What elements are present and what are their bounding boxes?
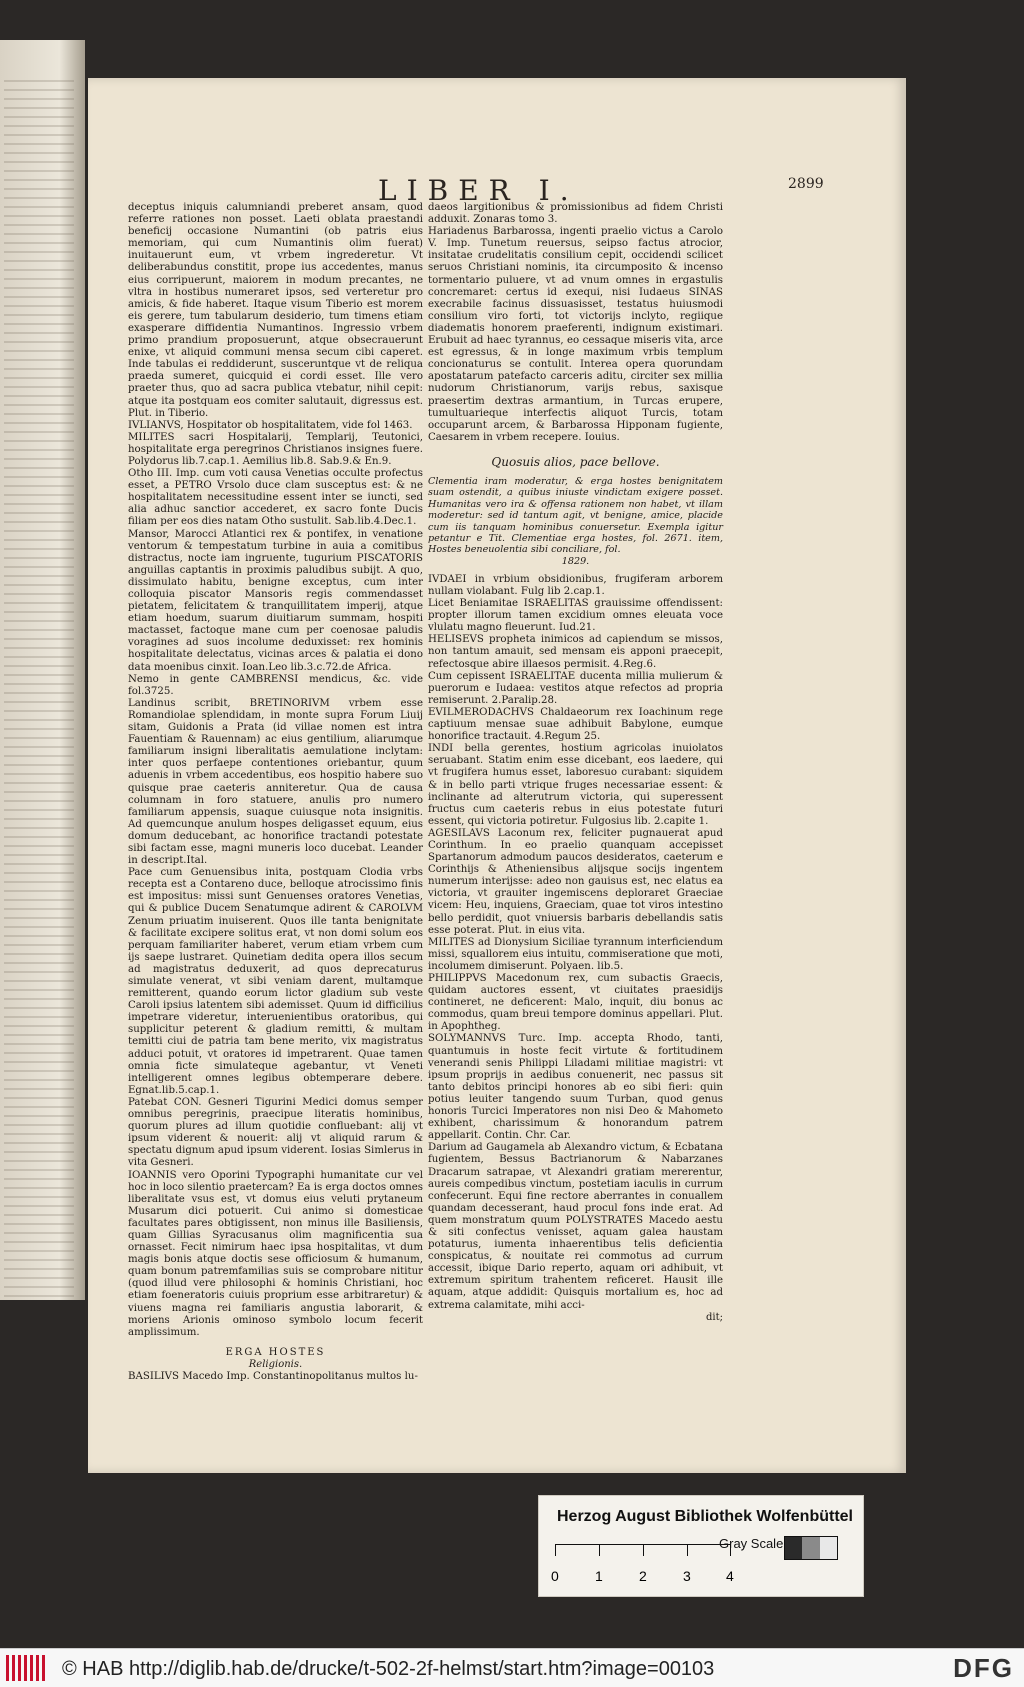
paragraph: Cum cepissent ISRAELITAE ducenta millia mulierum & puerorum e Iudaea: vestitos atque refectos ad propria remiserunt. 2.Paralip.28. <box>428 670 723 706</box>
swatch-light <box>820 1537 837 1559</box>
paragraph: MILITES sacri Hospitalarij, Templarij, Teutonici, hospitalitate erga peregrinos Christianos insignes fuere. Polydorus lib.7.cap.1. Aemilius lib.8. Sab.9.& En.9. <box>128 431 423 467</box>
ruler-tick <box>643 1544 644 1556</box>
ruler-number: 4 <box>726 1568 734 1584</box>
paragraph: Mansor, Marocci Atlantici rex & pontifex, in venatione ventorum & tempestatum turbine in auia a comitibus distractus, nocte iam ingruente, tugurium PISCATORIS anguillas captantis in proximis paludibus subijt. A quo, dissimulato habitu, benigne exceptus, cum inter colloquia piscator Mansoris regis commendasset pietatem, felicitatem & tranquillitatem imperij, atque etiam hoedum, suarum diuitiarum summam, hospiti mactasset, factoque mane cum per coenosae paludis voragines ad suos incolume deduxisset: rex hominis hospitalitate delectatus, vicinas arces & palatia ei dono data moenibus cinxit. Ioan.Leo lib.3.c.72.de Africa. <box>128 528 423 673</box>
ruler-tick <box>555 1544 556 1556</box>
library-name: Herzog August Bibliothek Wolfenbüttel <box>557 1508 853 1525</box>
page-title: LIBER I. <box>378 174 579 207</box>
page-number: 2899 <box>788 176 824 192</box>
paragraph: Pace cum Genuensibus inita, postquam Clodia vrbs recepta est a Contareno duce, belloque atrocissimo finis est impositus: missi sunt Genuenses oratores Venetias, qui & publice Ducem Senatumque adirent & CAROLVM Zenum priuatim inuiserent. Quos ille tanta benignitate & facilitate excipere solitus erat, vt non domi solum eos perquam familiariter haberet, verum etiam vrbem cum ijs saepe lustraret. Quinetiam dedita opera illos secum ad magistratus deduxerit, ad quos deprecaturus simulate venerat, vt sibi veniam darent, multamque remitterent, quando eorum lictor gladium sub veste Caroli ipsius latentem sibi ademisset. Quum id difficilius impetrare videretur, interuenientibus oratoribus, qui supplicitur peterent & gladium remitti, & multam temitti ciui de patria tam bene merito, vix magistratus adduci potuit, vt oratores id impetrarent. Quae tamen omnia ficte simulateque agebantur, vt Veneti intelligerent omnes legibus obtemperare debere. Egnat.lib.5.cap.1. <box>128 867 423 1096</box>
ruler-number: 2 <box>639 1568 647 1584</box>
paragraph: deceptus iniquis calumniandi preberet ansam, quod referre rationes non posset. Laeti oblata praestandi beneficij occasione Numantini (ob patris eius memoriam, qui cum Numantinis olim fuerat) inuitauerunt eum, vt vrbem ingrederetur. Vt deliberabundus constitit, prope ius accedentes, manus eius corripuerunt, maiorem in modum precantes, ne vltra in hostibus numeraret ipsos, sed verteretur pro amicis, & fide haberet. Itaque visum Tiberio est morem eis gerere, tum tabularum desiderio, tum timens etiam exasperare diffidentia Numantinos. Ingressio vrbem primo prandium proposuerunt, atque obsecrauerunt enixe, vt aliquid communi mensa secum cibi caperet. Inde tabulas ei reddiderunt, susceruntque vt de reliqua praeda sumeret, quicquid ei cordi esset. Ille vero praeter thus, quo ad sacra publica vtebatur, nihil cepit: atque ita postquam eos comiter salutauit, digressus est. Plut. in Tiberio. <box>128 202 423 419</box>
swatch-dark <box>785 1537 802 1559</box>
paragraph: Darium ad Gaugamela ab Alexandro victum, & Ecbatana fugientem, Bessus Bactrianorum & Nabarzanes Dracarum satrapae, vt Alexandri gratiam mererentur, aureis compedibus vinctum, postetiam iaculis in currum confecerunt. Equi fine rectore aberrantes in conuallem quandam decesserant, haud procul fons inde erat. Ad quem monstratum quum POLYSTRATES Macedo aestu & siti confectus venisset, aquam galea haustam potaturus, iumenta inhaerentibus telis deficientia conspicatus, & nouitate rei commotus ad currum accessit, ibique Dario reperto, aquam ori adhibuit, vt extremum spiritum trahentem reficeret. Hausit ille aquam, atque addidit: Quisquis mortalium es, hoc ad extrema calamitate, mihi acci- <box>428 1142 723 1311</box>
gray-scale-swatches <box>784 1536 838 1560</box>
paragraph: IVLIANVS, Hospitator ob hospitalitatem, vide fol 1463. <box>128 419 413 431</box>
paragraph: INDI bella gerentes, hostium agricolas inuiolatos seruabant. Statim enim esse dicebant, eos laedere, qui vt frugifera humus esset, laboresuo curabant: siquidem & in bello parti vtrique fruges necessariae essent: & inclinante ad alterutrum victoria, qui superessent fructus cum caeteris rebus in eius potestate futuri essent, qui victoria potiretur. Fulgosius lib. 2.capite 1. <box>428 743 723 827</box>
paragraph: Landinus scribit, BRETINORIVM vrbem esse Romandiolae splendidam, in monte supra Forum Liuij sitam, Guidonis a Prata (id villae nomen est intra Fauentiam & Rauennam) ac eius gentilium, aliarumque familiarum insigni liberalitatis aemulatione inclytam: inter quos perfaepe contentiones oriebantur, quum aduenis in vrbem accedentibus, eos hospitio habere suo quisque prae caeteris anniteretur. Qua de causa columnam in foro statuere, anulis pro numero familiarum appensis, suaque cuiusque nota insignitis. Ad quemcunque anulum hospes deligasset equum, eius domum deducebant, ac honorifice tractandi potestate sibi factam esse, magni muneris loco ducebat. Leander in descript.Ital. <box>128 697 423 867</box>
section-heading-erga-hostes: ERGA HOSTES <box>225 1346 326 1358</box>
left-column <box>128 202 423 1383</box>
ruler-tick <box>599 1544 600 1556</box>
facing-page-text <box>4 80 74 1300</box>
paragraph: Licet Beniamitae ISRAELITAS grauissime offendissent: propter illorum tamen excidium omnes eleuata voce vlulatu magno fleuerunt. Iud.21. <box>428 598 723 634</box>
paragraph: SOLYMANNVS Turc. Imp. accepta Rhodo, tanti, quantumuis in hoste fecit virtute & fortitudinem venerandi senis Philippi Liladami militiae magistri: vt ipsum proprijs in aedibus conuenerit, nec passus sit tanto debitos principi honores ab eo sibi fieri: quin potius leuiter tangendo suum Turban, quod genus honoris Turcici Imperatores non nisi Deo & Mahometo exhibent, charissimum & honorandum patrem appellarit. Contin. Chr. Car. <box>428 1033 723 1142</box>
paragraph: Patebat CON. Gesneri Tigurini Medici domus semper omnibus peregrinis, praecipue literatis hominibus, quorum plures ad illum quotidie confluebant: alij vt ipsum viderent & nouerit: alij vt aliquid rarum & spectatu dignum apud ipsum viderent. Iosias Simlerus in vita Gesneri. <box>128 1096 423 1169</box>
paragraph: IVDAEI in vrbium obsidionibus, frugiferam arborem nullam violabant. Fulg lib 2.cap.1. <box>428 573 723 597</box>
cross-reference-note: Clementia iram moderatur, & erga hostes benignitatem suam ostendit, a quibus iniuste vindictam exigere posset. Humanitas vero ira & offensa rationem non habet, vt illam moderetur: sed id tantum agit, vt benigne, amice, placide cum iis tanquam hominibus conuersetur. Exempla igitur petantur e Tit. Clementiae erga hostes, fol. 2671. item, Hostes beneuolentia sibi conciliare, fol. <box>428 475 723 556</box>
right-column <box>428 202 723 1324</box>
paragraph: MILITES ad Dionysium Siciliae tyrannum interficiendum missi, squallorem eius intuitu, commiseratione que moti, incolumem dimiserunt. Polyaen. lib.5. <box>428 936 723 972</box>
footer-link[interactable] <box>62 1658 714 1681</box>
ruler-number: 3 <box>683 1568 691 1584</box>
ruler-scale <box>555 1544 731 1565</box>
paragraph: BASILIVS Macedo Imp. Constantinopolitanus multos lu- <box>128 1371 418 1382</box>
swatch-mid <box>802 1537 819 1559</box>
paragraph: Hariadenus Barbarossa, ingenti praelio victus a Carolo V. Imp. Tunetum reuersus, seipso factus atrocior, insitatae crudelitatis consilium cepit, occidendi scilicet seruos Christiani nominis, ita circumposito & incenso tormentario puluere, vt ad vnum omnes in ergastulis concremaret: certus id exequi, nisi Iudaeus SINAS execrabile facinus dissuasisset, testatus huiusmodi consilium viro forti, tot victorijs inclyto, regiique diadematis honorem praeferenti, indignum existimari. Erubuit ad haec tyrannus, eo cessaque miseris vita, arce est egressus, & in longe maximum vrbis templum concionaturus se contulit. Interea opera quorundam apostatarum patefacto carceris aditu, circiter sex millia nudorum Christianorum, varijs rebus, saxisque praesertim dextras armantium, in Turcas erupere, tumultuarieque interfectis aliquot Turcis, totam occuparunt arcem, & Barbarossa Hipponam fugiente, Caesarem in vrbem recepere. Iouius. <box>428 226 723 443</box>
paragraph: HELISEVS propheta inimicos ad capiendum se missos, non tantum amauit, sed mensam eis apponi praecepit, refectosque abire illaesos permisit. 4.Reg.6. <box>428 634 723 670</box>
paragraph: IOANNIS vero Oporini Typographi humanitate cur vel hoc in loco silentio praetercam? Ea is erga doctos omnes liberalitate vsus est, vt domus eius veluti prytaneum Musarum dici potuerit. Cui animo si domesticae facultates pares obtigissent, non minus ille Basiliensis, quam Gillias Syracusanus olim magnificentia sua ornasset. Fecit nimirum haec ipsa hospitalitas, vt dum magis bonis atque doctis sese officiosum & humanum, quam bonum patremfamilias suis se comprobare nititur (quod illud vere philosophi & hominis Christiani, hoc etiam foeneratoris cuiuis proprium esse arbitraretur) & viuens magna rei familiaris angustia laborarit, & moriens Arionis ominoso symbolo locum fecerit amplissimum. <box>128 1169 423 1338</box>
ruler-tick <box>687 1544 688 1556</box>
book-page <box>88 78 906 1473</box>
library-color-target-card <box>538 1495 864 1597</box>
ruler-number: 0 <box>551 1568 559 1584</box>
source-url[interactable]: © HAB http://diglib.hab.de/drucke/t-502-2f-helmst/start.htm?image=00103 <box>62 1658 715 1680</box>
facing-page-edge <box>0 40 85 1300</box>
section-subheading-religionis: Religionis. <box>248 1358 303 1370</box>
paragraph: Nemo in gente CAMBRENSI mendicus, &c. vide fol.3725. <box>128 673 423 697</box>
paragraph: daeos largitionibus & promissionibus ad fidem Christi adduxit. Zonaras tomo 3. <box>428 202 723 226</box>
note-folio-reference: 1829. <box>561 555 590 567</box>
paragraph: PHILIPPVS Macedonum rex, cum subactis Graecis, quidam auctores essent, vt ciuitates praesidijs contineret, ne deficerent: Malo, inquit, diu bonus ac commodus, quam breui tempore dominus appellari. Plut. in Apophtheg. <box>428 973 723 1033</box>
paragraph: Otho III. Imp. cum voti causa Venetias occulte profectus esset, a PETRO Vrsolo duce clam susceptus est: & ne hospitalitatem necessitudine essent inter se iuncti, sed alia adhuc sanctior accederet, ex sacro fonte Ducis filiam per eos dies natam Otho sustulit. Sab.lib.4.Dec.1. <box>128 468 423 528</box>
paragraph: EVILMERODACHVS Chaldaeorum rex Ioachinum rege captiuum mensae suae adhibuit Babylone, eumque honorifice tractauit. 4.Regum 25. <box>428 706 723 743</box>
gray-scale-label: Gray Scale <box>719 1536 784 1551</box>
section-heading-quosuis-alios: Quosuis alios, pace bellove. <box>491 454 660 469</box>
hab-logo-icon <box>6 1655 46 1681</box>
ruler-number: 1 <box>595 1568 603 1584</box>
paragraph: AGESILAVS Laconum rex, feliciter pugnauerat apud Corinthum. In eo praelio quanquam accepisset Spartanorum admodum paucos desideratos, caeterum e Corinthijs & Atheniensibus alijsque socijs ingentem numerum interijsse: adeo non gauisus est, nec elatus ea victoria, vt grauiter ingemiscens deploraret Graeciae vicem: Heu, inquiens, Graeciam, quae tot viros intestino bello perdidit, quot vniuersis barbaris debellandis satis esse poterat. Plut. in eius vita. <box>428 827 723 936</box>
viewer-footer <box>0 1648 1024 1687</box>
catchword: dit; <box>706 1311 723 1323</box>
dfg-logo: DFG <box>953 1653 1014 1683</box>
